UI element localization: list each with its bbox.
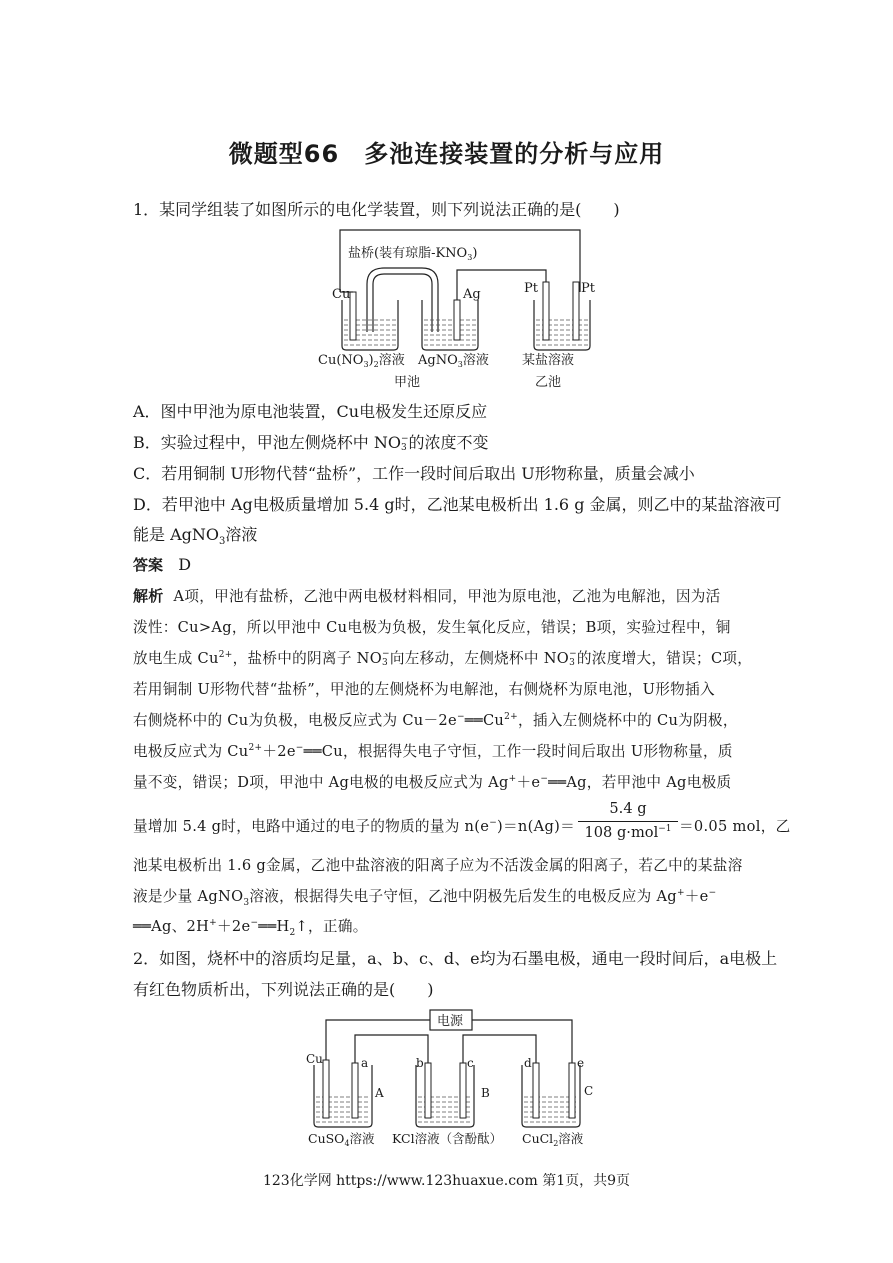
copper-sulfate-solution-label: CuSO$_4$溶液 — [308, 1131, 375, 1148]
option-d-line-1: D．若甲池中 Ag电极质量增加 5.4 g时，乙池某电极析出 1.6 g 金属，则乙中的某盐溶液可 — [133, 495, 782, 514]
analysis-line-6: 电极反应式为 $Cu^{2+}+2e^-══Cu$，根据得失电子守恒，工作一段时间后取出 U形物称量，质 — [133, 743, 733, 760]
cu-electrode-label: Cu — [306, 1052, 323, 1066]
analysis-line-9: 池某电极析出 1.6 g金属，乙池中盐溶液的阳离子应为不活泼金属的阳离子，若乙中的某盐溶 — [133, 857, 743, 874]
pt-electrode-left-label: Pt — [524, 281, 538, 296]
pt-electrode-right-label: Pt — [581, 281, 595, 296]
beaker-b-label: B — [481, 1086, 490, 1100]
question-2-stem-line-1: 2．如图，烧杯中的溶质均足量，a、b、c、d、e均为石墨电极，通电一段时间后，a电极上 — [133, 949, 778, 968]
analysis-line-7: 量不变，错误；D项，甲池中 Ag电极的电极反应式为 Ag+＋e−══Ag，若甲池中 Ag电极质 — [133, 774, 732, 791]
answer-label: 答案 — [133, 556, 164, 574]
analysis-line-1: 解析 A项，甲池有盐桥，乙池中两电极材料相同，甲池为原电池，乙池为电解池，因为活 — [133, 587, 721, 605]
page-footer: 123化学网 https://www.123huaxue.com 第1页，共9页 — [262, 1173, 631, 1189]
figure-2-electrolysis-setup — [300, 1005, 600, 1153]
electrode-e-label: e — [577, 1056, 585, 1070]
power-source-label: 电源 — [437, 1014, 464, 1029]
analysis-line-3: 放电生成 $Cu^{2+}$，盐桥中的阴离子 NO − 3 向左移动，左侧烧杯中 NO − 3 的浓度增大，错误；C项， — [133, 649, 753, 668]
analysis-line-5: 右侧烧杯中的 Cu为负极，电极反应式为 $Cu-2e^-══Cu^{2+}$，插入左侧烧杯中的 Cu为阴极， — [133, 712, 738, 729]
cell-yi-label: 乙池 — [535, 375, 562, 390]
ag-nitrate-solution-label: AgNO$_3$溶液 — [418, 353, 489, 369]
option-c: C．若用铜制 U形物代替“盐桥”，工作一段时间后取出 U形物称量，质量会减小 — [133, 464, 695, 483]
analysis-line-8: 量增加 5.4 g时，电路中通过的电子的物质的量为 n(e−)＝n(Ag)＝ ＝0.05 mol，乙 — [133, 818, 791, 835]
analysis-line-11: ══Ag、$2H^++2e^-══H_2↑$，正确。 — [133, 918, 368, 938]
analysis-line-4: 若用铜制 U形物代替“盐桥”，甲池的左侧烧杯为电解池，右侧烧杯为原电池，U形物插入 — [133, 681, 715, 698]
answer-line — [133, 554, 191, 575]
answer-value: D — [178, 555, 192, 574]
salt-bridge-label: 盐桥(装有琼脂$-KNO_3$) — [348, 246, 478, 262]
question-1-stem: 1．某同学组装了如图所示的电化学装置，则下列说法正确的是( ) — [133, 200, 620, 219]
salt-solution-label: 某盐溶液 — [522, 353, 575, 368]
molar-fraction — [578, 800, 678, 842]
electrode-b-label: b — [416, 1056, 424, 1070]
page-title: 微题型66 多池连接装置的分析与应用 — [228, 140, 665, 168]
option-b: B．实验过程中，甲池左侧烧杯中 NO − 3 的浓度不变 — [133, 433, 489, 453]
electrode-c-label: c — [467, 1056, 474, 1070]
cu-nitrate-solution-label: $Cu(NO_3)_2$溶液 — [318, 353, 405, 369]
cu-electrode-label: Cu — [332, 287, 351, 302]
analysis-line-10: 液是少量 AgNO$_3$溶液，根据得失电子守恒，乙池中阴极先后发生的电极反应为 Ag+＋e− — [133, 888, 717, 908]
analysis-line-2: 泼性：Cu>Ag，所以甲池中 Cu电极为负极，发生氧化反应，错误；B项，实验过程中，铜 — [133, 619, 731, 636]
option-d-line-2: 能是 AgNO$_3$溶液 — [133, 525, 258, 548]
ag-electrode-label: Ag — [463, 287, 481, 302]
copper-chloride-solution-label: CuCl$_2$溶液 — [522, 1131, 584, 1148]
analysis-label: 解析 — [133, 587, 164, 605]
fraction-numerator: 5.4 g — [609, 800, 647, 817]
fraction-denominator: 108 g·mol$^{-1}$ — [584, 824, 672, 841]
question-2-stem-line-2: 有红色物质析出，下列说法正确的是( ) — [133, 980, 434, 999]
kcl-solution-label: KCl溶液（含酚酞） — [392, 1131, 503, 1146]
electrode-a-label: a — [361, 1056, 369, 1070]
electrode-d-label: d — [524, 1056, 532, 1070]
beaker-c-label: C — [584, 1084, 594, 1098]
fraction-bar — [578, 821, 678, 822]
cell-jia-label: 甲池 — [394, 375, 421, 390]
option-a: A．图中甲池为原电池装置，Cu电极发生还原反应 — [133, 402, 488, 421]
figure-1-electrochemical-setup — [310, 222, 600, 394]
beaker-a-label: A — [375, 1086, 384, 1100]
